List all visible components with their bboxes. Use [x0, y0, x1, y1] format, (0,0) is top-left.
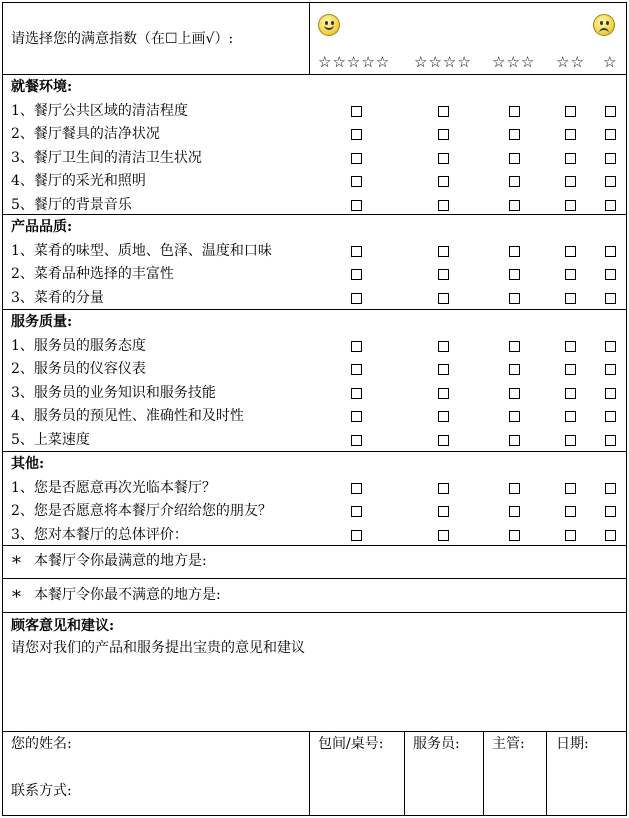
rating-checkbox[interactable] [351, 293, 362, 304]
rating-checkbox[interactable] [509, 269, 520, 280]
smile-face-icon [318, 14, 340, 36]
rating-checkbox[interactable] [438, 129, 449, 140]
question-label: 3、菜肴的分量 [11, 289, 104, 306]
rating-checkbox[interactable] [605, 483, 616, 494]
question-label: 4、服务员的预见性、准确性和及时性 [11, 408, 244, 424]
rating-checkbox[interactable] [509, 246, 520, 257]
question-label: 2、餐厅餐具的洁净状况 [11, 126, 160, 142]
rating-checkbox[interactable] [565, 411, 576, 422]
rating-checkbox[interactable] [565, 435, 576, 446]
rating-checkbox[interactable] [605, 129, 616, 140]
rating-checkbox[interactable] [438, 506, 449, 517]
rating-checkbox[interactable] [605, 530, 616, 541]
rating-checkbox[interactable] [605, 153, 616, 164]
question-label: 3、餐厅卫生间的清洁卫生状况 [11, 149, 202, 166]
rating-checkbox[interactable] [509, 506, 520, 517]
rating-checkbox[interactable] [509, 530, 520, 541]
rating-checkbox[interactable] [565, 106, 576, 117]
rating-2-stars: ☆☆ [556, 53, 585, 71]
rating-checkbox[interactable] [565, 176, 576, 187]
rating-checkbox[interactable] [438, 364, 449, 375]
rating-3-stars: ☆☆☆ [492, 53, 536, 71]
room-table-label: 包间/桌号: [318, 736, 384, 752]
rating-checkbox[interactable] [351, 341, 362, 352]
waiter-label: 服务员: [413, 736, 460, 752]
rating-checkbox[interactable] [605, 341, 616, 352]
supervisor-label: 主管: [492, 736, 525, 752]
question-label: 3、您对本餐厅的总体评价： [11, 526, 188, 543]
rating-checkbox[interactable] [351, 435, 362, 446]
rating-checkbox[interactable] [565, 200, 576, 211]
rating-checkbox[interactable] [438, 269, 449, 280]
bullet-star: * [12, 587, 21, 608]
rating-instruction: 请选择您的满意指数（在☐上画√）: [11, 31, 234, 47]
rating-checkbox[interactable] [351, 269, 362, 280]
question-label: 1、餐厅公共区域的清洁程度 [11, 102, 188, 119]
rating-checkbox[interactable] [351, 129, 362, 140]
rating-checkbox[interactable] [565, 153, 576, 164]
rating-checkbox[interactable] [565, 293, 576, 304]
rating-checkbox[interactable] [351, 200, 362, 211]
rating-checkbox[interactable] [605, 388, 616, 399]
bullet-star: * [12, 553, 21, 574]
rating-checkbox[interactable] [438, 435, 449, 446]
rating-checkbox[interactable] [351, 483, 362, 494]
question-label: 1、您是否愿意再次光临本餐厅？ [11, 479, 216, 496]
rating-1-star: ☆ [603, 53, 618, 71]
rating-checkbox[interactable] [509, 388, 520, 399]
question-label: 2、您是否愿意将本餐厅介绍给您的朋友？ [11, 503, 272, 519]
most-satisfied-label: 本餐厅令你最满意的地方是: [34, 553, 207, 569]
rating-checkbox[interactable] [565, 129, 576, 140]
frown-face-icon [593, 14, 615, 36]
rating-checkbox[interactable] [438, 153, 449, 164]
section-title: 产品品质: [11, 219, 73, 235]
rating-checkbox[interactable] [565, 246, 576, 257]
least-satisfied-label: 本餐厅令你最不满意的地方是: [34, 587, 221, 603]
rating-checkbox[interactable] [509, 435, 520, 446]
rating-5-stars: ☆☆☆☆☆ [318, 53, 391, 71]
contact-label: 联系方式: [11, 783, 72, 799]
section-title: 服务质量: [11, 314, 73, 330]
rating-checkbox[interactable] [438, 106, 449, 117]
feedback-title: 顾客意见和建议: [11, 618, 115, 634]
rating-checkbox[interactable] [351, 530, 362, 541]
question-label: 4、餐厅的采光和照明 [11, 173, 146, 189]
rating-checkbox[interactable] [351, 176, 362, 187]
rating-checkbox[interactable] [605, 411, 616, 422]
rating-checkbox[interactable] [605, 293, 616, 304]
rating-checkbox[interactable] [509, 293, 520, 304]
rating-checkbox[interactable] [565, 388, 576, 399]
rating-checkbox[interactable] [438, 176, 449, 187]
rating-checkbox[interactable] [438, 341, 449, 352]
question-label: 1、服务员的服务态度 [11, 337, 146, 354]
name-label: 您的姓名: [11, 736, 72, 752]
section-title: 其他: [11, 456, 45, 472]
rating-checkbox[interactable] [351, 153, 362, 164]
rating-checkbox[interactable] [605, 106, 616, 117]
rating-checkbox[interactable] [351, 364, 362, 375]
rating-checkbox[interactable] [509, 200, 520, 211]
date-label: 日期: [556, 736, 589, 752]
rating-checkbox[interactable] [438, 200, 449, 211]
question-label: 3、服务员的业务知识和服务技能 [11, 384, 216, 401]
rating-checkbox[interactable] [351, 106, 362, 117]
rating-checkbox[interactable] [509, 129, 520, 140]
rating-checkbox[interactable] [509, 106, 520, 117]
rating-checkbox[interactable] [605, 246, 616, 257]
rating-checkbox[interactable] [438, 411, 449, 422]
rating-4-stars: ☆☆☆☆ [414, 53, 472, 71]
rating-checkbox[interactable] [438, 246, 449, 257]
question-label: 1、菜肴的味型、质地、色泽、温度和口味 [11, 242, 272, 259]
rating-checkbox[interactable] [509, 341, 520, 352]
question-label: 2、菜肴品种选择的丰富性 [11, 266, 174, 282]
rating-checkbox[interactable] [509, 483, 520, 494]
section-title: 就餐环境: [11, 79, 73, 95]
rating-checkbox[interactable] [351, 388, 362, 399]
rating-checkbox[interactable] [438, 388, 449, 399]
rating-checkbox[interactable] [509, 411, 520, 422]
question-label: 5、上菜速度 [11, 431, 90, 448]
rating-checkbox[interactable] [351, 506, 362, 517]
question-label: 2、服务员的仪容仪表 [11, 361, 146, 377]
rating-checkbox[interactable] [565, 364, 576, 375]
rating-checkbox[interactable] [438, 483, 449, 494]
rating-checkbox[interactable] [605, 200, 616, 211]
rating-checkbox[interactable] [605, 176, 616, 187]
rating-checkbox[interactable] [565, 506, 576, 517]
rating-checkbox[interactable] [509, 153, 520, 164]
rating-checkbox[interactable] [351, 411, 362, 422]
rating-checkbox[interactable] [565, 530, 576, 541]
rating-checkbox[interactable] [565, 269, 576, 280]
rating-checkbox[interactable] [509, 176, 520, 187]
rating-checkbox[interactable] [438, 530, 449, 541]
rating-checkbox[interactable] [605, 506, 616, 517]
rating-checkbox[interactable] [605, 269, 616, 280]
rating-checkbox[interactable] [565, 483, 576, 494]
rating-checkbox[interactable] [565, 341, 576, 352]
rating-checkbox[interactable] [438, 293, 449, 304]
question-label: 5、餐厅的背景音乐 [11, 196, 132, 213]
rating-checkbox[interactable] [509, 364, 520, 375]
rating-checkbox[interactable] [351, 246, 362, 257]
rating-checkbox[interactable] [605, 364, 616, 375]
feedback-prompt: 请您对我们的产品和服务提出宝贵的意见和建议 [11, 640, 305, 656]
rating-checkbox[interactable] [605, 435, 616, 446]
